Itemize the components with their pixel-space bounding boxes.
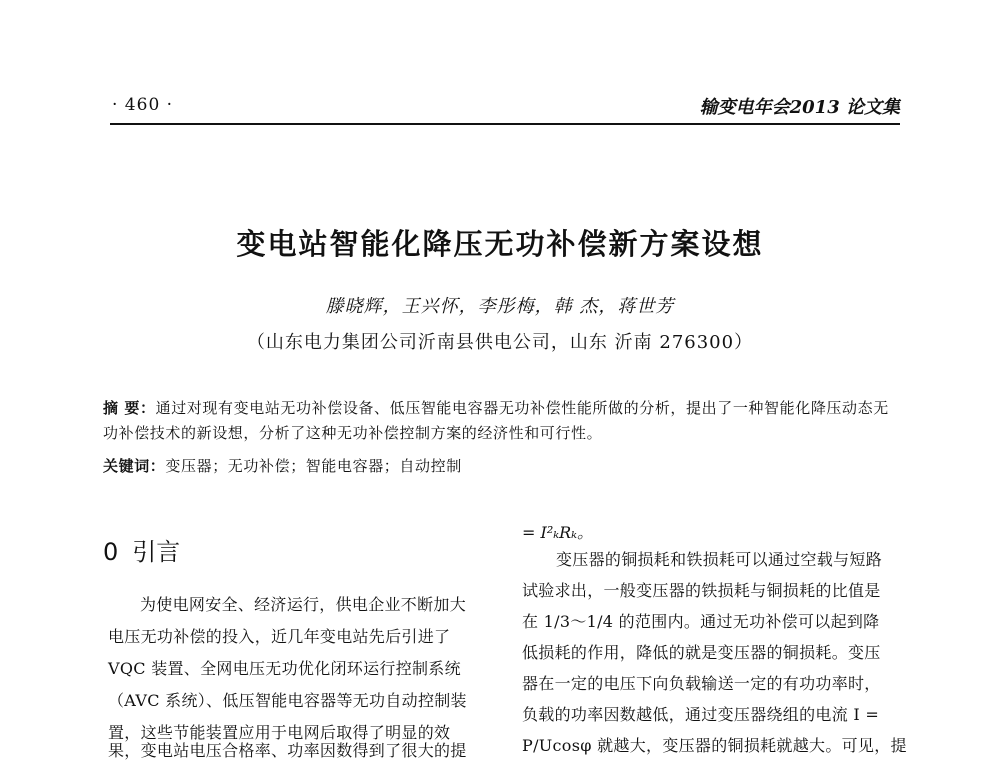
left-column-line: VQC 装置、全网电压无功优化闭环运行控制系统 xyxy=(108,659,461,678)
formula: = I²ₖRₖ。 xyxy=(522,523,593,542)
left-column-line: 电压无功补偿的投入，近几年变电站先后引进了 xyxy=(108,627,451,646)
authors: 滕晓辉，王兴怀，李彤梅，韩 杰，蒋世芳 xyxy=(325,296,675,317)
page-number: · 460 · xyxy=(112,95,174,115)
section-number: 0 xyxy=(103,538,119,566)
right-column-line: P/Ucosφ 就越大，变压器的铜损耗就越大。可见，提 xyxy=(522,736,907,755)
header-rule xyxy=(110,123,900,125)
abstract-label: 摘 要： xyxy=(103,399,156,417)
right-column-line: 低损耗的作用，降低的就是变压器的铜损耗。变压 xyxy=(522,643,881,662)
section-heading xyxy=(103,532,180,567)
left-column-line: （AVC 系统）、低压智能电容器等无功自动控制装 xyxy=(108,691,467,710)
running-head: 输变电年会2013 论文集 xyxy=(699,97,900,118)
right-column-line: 负载的功率因数越低，通过变压器绕组的电流 I = xyxy=(522,705,880,724)
left-column-line: 为使电网安全、经济运行，供电企业不断加大 xyxy=(140,595,467,614)
left-column-line: 置，这些节能装置应用于电网后取得了明显的效 xyxy=(108,723,451,742)
right-column-line: 在 1/3～1/4 的范围内。通过无功补偿可以起到降 xyxy=(522,612,880,631)
abstract-text: 通过对现有变电站无功补偿设备、低压智能电容器无功补偿性能所做的分析，提出了一种智能化降压动态无功补偿技术的新设想，分析了这种无功补偿控制方案的经济性和可行性。 xyxy=(103,399,889,442)
right-column-line: 器在一定的电压下向负载输送一定的有功功率时， xyxy=(522,674,881,693)
keywords-label: 关键词： xyxy=(103,457,166,475)
keywords-text: 变压器；无功补偿；智能电容器；自动控制 xyxy=(165,457,462,475)
keywords xyxy=(103,455,900,476)
abstract xyxy=(103,396,900,446)
affiliation: （山东电力集团公司沂南县供电公司，山东 沂南 276300） xyxy=(246,332,754,353)
right-column-line: 试验求出，一般变压器的铁损耗与铜损耗的比值是 xyxy=(522,581,881,600)
section-title: 引言 xyxy=(132,538,181,566)
left-column-line: 果，变电站电压合格率、功率因数得到了很大的提 xyxy=(108,741,467,760)
paper-title: 变电站智能化降压无功补偿新方案设想 xyxy=(236,227,764,261)
right-column-line: 变压器的铜损耗和铁损耗可以通过空载与短路 xyxy=(556,550,883,569)
